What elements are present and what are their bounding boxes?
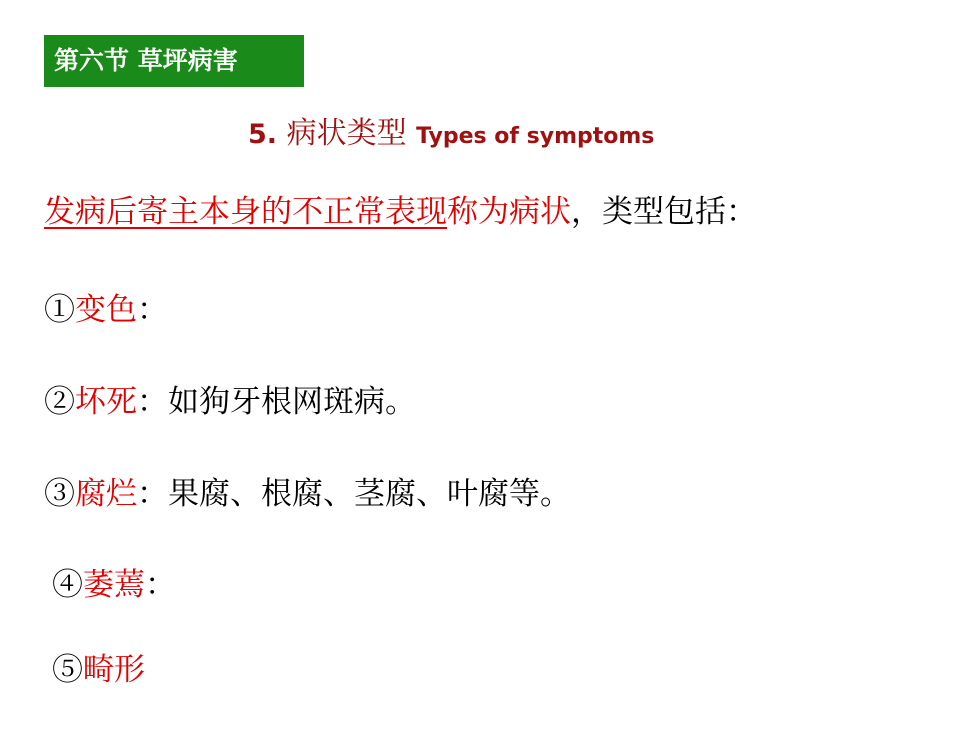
item-marker: ⑤ <box>52 652 83 688</box>
symptom-item-necrosis <box>44 380 416 424</box>
subtitle-title-en: Types of symptoms <box>416 124 655 149</box>
slide-subtitle <box>248 114 654 157</box>
item-separator: ： <box>137 292 168 328</box>
item-separator: ： <box>145 567 176 603</box>
item-term: 变色 <box>75 292 137 328</box>
intro-red-term: 称为病状 <box>447 194 571 230</box>
item-desc: 果腐、根腐、茎腐、叶腐等。 <box>168 476 571 512</box>
item-term: 萎蔫 <box>83 567 145 603</box>
symptom-item-discoloration <box>44 288 168 332</box>
intro-rest: ，类型包括： <box>571 194 757 230</box>
section-label: 第六节 草坪病害 <box>44 35 304 87</box>
item-desc: 如狗牙根网斑病。 <box>168 384 416 420</box>
item-separator: ： <box>137 476 168 512</box>
subtitle-number: 5. <box>248 119 278 150</box>
item-marker: ① <box>44 292 75 328</box>
symptom-item-malformation <box>52 648 145 692</box>
item-separator: ： <box>137 384 168 420</box>
item-term: 畸形 <box>83 652 145 688</box>
item-marker: ② <box>44 384 75 420</box>
symptom-item-rot <box>44 472 571 516</box>
symptom-item-wilt <box>52 563 176 607</box>
item-term: 腐烂 <box>75 476 137 512</box>
subtitle-title-cn: 病状类型 <box>286 116 407 151</box>
item-term: 坏死 <box>75 384 137 420</box>
item-marker: ④ <box>52 567 83 603</box>
item-marker: ③ <box>44 476 75 512</box>
intro-sentence <box>44 190 757 234</box>
intro-underlined: 发病后寄主本身的不正常表现 <box>44 194 447 230</box>
